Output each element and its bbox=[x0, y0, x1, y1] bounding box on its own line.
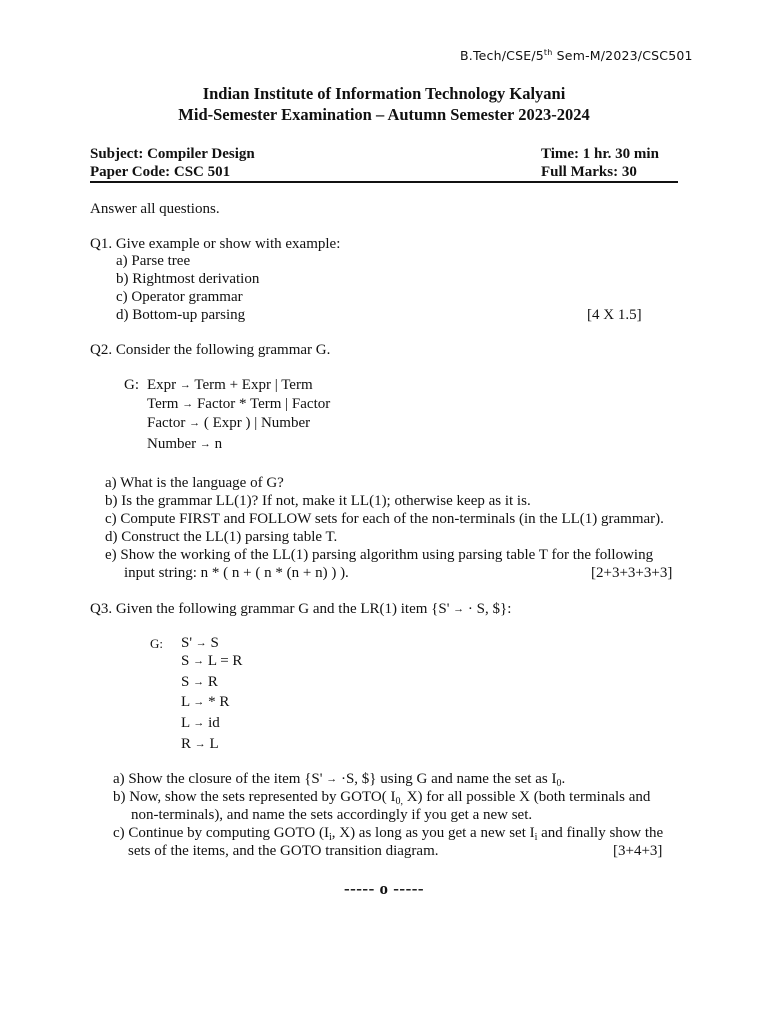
arrow-icon: → bbox=[326, 773, 338, 785]
arrow-icon: → bbox=[182, 398, 194, 410]
arrow-icon: → bbox=[193, 717, 205, 729]
arrow-icon: → bbox=[193, 655, 205, 667]
q3-grammar-label: G: bbox=[150, 636, 163, 651]
q3-stem: Q3. Given the following grammar G and the LR(1) item {S' → · S, $}: bbox=[90, 601, 512, 617]
q2-part-c: c) Compute FIRST and FOLLOW sets for each of the non-terminals (in the LL(1) grammar). bbox=[105, 511, 664, 527]
q2-rule: Factor → ( Expr ) | Number bbox=[147, 415, 311, 431]
arrow-icon: → bbox=[453, 603, 465, 615]
q3-part-c-cont: sets of the items, and the GOTO transition diagram. bbox=[128, 843, 439, 859]
q2-marks: [2+3+3+3+3] bbox=[591, 565, 673, 581]
subject-label: Subject: Compiler Design bbox=[90, 146, 255, 162]
header-divider bbox=[90, 181, 678, 183]
q3-rule: L → id bbox=[181, 715, 220, 731]
q2-grammar-label: G: bbox=[124, 377, 139, 393]
q3-rule: S → L = R bbox=[181, 653, 243, 669]
paper-code-label: Paper Code: CSC 501 bbox=[90, 164, 231, 180]
q2-rule: Expr → Term + Expr | Term bbox=[147, 377, 313, 393]
q2-part-a: a) What is the language of G? bbox=[105, 475, 284, 491]
end-of-paper-mark: ----- o ----- bbox=[343, 879, 425, 898]
q3-rule: S' → S bbox=[181, 635, 219, 651]
q2-part-e-input: input string: n * ( n + ( n * (n + n) ) ). bbox=[124, 565, 349, 581]
institute-title: Indian Institute of Information Technology Kalyani bbox=[202, 84, 566, 103]
q3-part-a: a) Show the closure of the item {S' → ·S, $} using G and name the set as $I_0$. bbox=[113, 771, 566, 789]
arrow-icon: → bbox=[194, 738, 206, 750]
q3-part-b-cont: non-terminals), and name the sets accordingly if you get a new set. bbox=[131, 807, 533, 823]
full-marks-label: Full Marks: 30 bbox=[541, 164, 637, 180]
q1-stem: Q1. Give example or show with example: bbox=[90, 236, 341, 252]
q2-stem: Q2. Consider the following grammar G. bbox=[90, 342, 331, 358]
q2-rule: Number → n bbox=[147, 436, 223, 452]
arrow-icon: → bbox=[193, 696, 205, 708]
q1-part-c: c) Operator grammar bbox=[116, 289, 243, 305]
arrow-icon: → bbox=[193, 676, 205, 688]
q1-part-d: d) Bottom-up parsing bbox=[116, 307, 246, 323]
arrow-icon: → bbox=[179, 379, 191, 391]
instructions: Answer all questions. bbox=[90, 201, 220, 217]
exam-title: Mid-Semester Examination – Autumn Semester 2023-2024 bbox=[178, 105, 590, 124]
q3-rule: S → R bbox=[181, 674, 218, 690]
q2-part-e: e) Show the working of the LL(1) parsing algorithm using parsing table T for the following bbox=[105, 547, 654, 563]
q1-marks: [4 X 1.5] bbox=[587, 307, 642, 323]
q3-rule: L → * R bbox=[181, 694, 230, 710]
q3-part-c: c) Continue by computing GOTO ($I_i$, X) as long as you get a new set $I_i$ and finally show the bbox=[113, 825, 664, 843]
q2-part-b: b) Is the grammar LL(1)? If not, make it LL(1); otherwise keep as it is. bbox=[105, 493, 531, 509]
arrow-icon: → bbox=[199, 438, 211, 450]
q1-part-a: a) Parse tree bbox=[116, 253, 191, 269]
arrow-icon: → bbox=[195, 637, 207, 649]
arrow-icon: → bbox=[189, 417, 201, 429]
q3-marks: [3+4+3] bbox=[613, 843, 663, 859]
paper-reference-code: B.Tech/CSE/5th Sem-M/2023/CSC501 bbox=[460, 48, 693, 64]
q2-part-d: d) Construct the LL(1) parsing table T. bbox=[105, 529, 338, 545]
q3-part-b: b) Now, show the sets represented by GOTO( $I_{0,}$ X) for all possible X (both terminals and bbox=[113, 789, 651, 807]
q1-part-b: b) Rightmost derivation bbox=[116, 271, 260, 287]
q2-rule: Term → Factor * Term | Factor bbox=[147, 396, 331, 412]
time-label: Time: 1 hr. 30 min bbox=[541, 146, 659, 162]
q3-rule: R → L bbox=[181, 736, 219, 752]
